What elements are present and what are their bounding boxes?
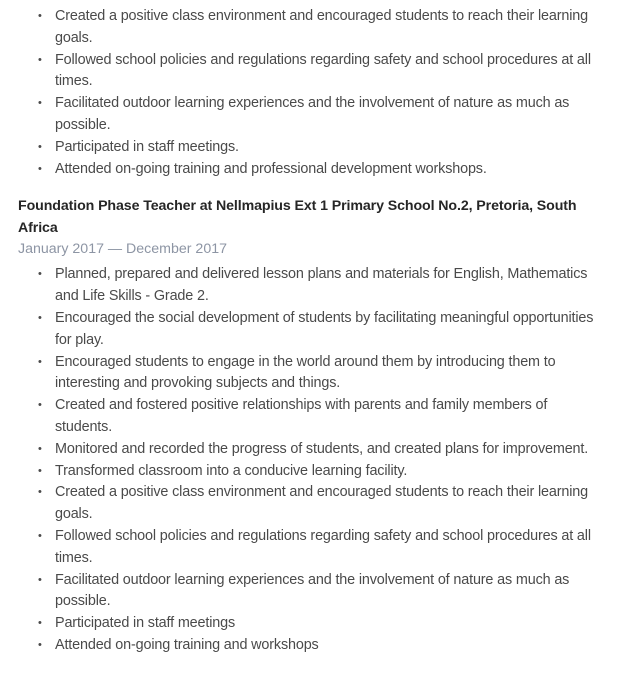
bullet-icon: • bbox=[38, 355, 42, 368]
bullet-icon: • bbox=[38, 10, 42, 22]
previous-job-bullet-list bbox=[0, 6, 608, 180]
list-item bbox=[38, 352, 608, 396]
bullet-icon: • bbox=[38, 464, 42, 477]
list-item-text: Followed school policies and regulations regarding safety and school procedures at all times. bbox=[55, 51, 591, 90]
list-item bbox=[38, 439, 608, 461]
bullet-icon: • bbox=[38, 638, 42, 651]
list-item bbox=[38, 635, 608, 657]
list-item-text: Participated in staff meetings bbox=[55, 615, 236, 632]
bullet-icon: • bbox=[38, 617, 42, 630]
list-item-text: Attended on-going training and workshops bbox=[55, 636, 319, 653]
bullet-icon: • bbox=[38, 53, 42, 66]
bullet-icon: • bbox=[38, 529, 42, 542]
list-item bbox=[38, 482, 608, 526]
list-item bbox=[38, 526, 608, 570]
bullet-icon: • bbox=[38, 442, 42, 455]
list-item bbox=[38, 6, 608, 50]
job-entry bbox=[0, 195, 618, 656]
list-item bbox=[38, 395, 608, 439]
list-item-text: Encouraged the social development of students by facilitating meaningful opportunities for play. bbox=[55, 309, 594, 348]
resume-experience-section bbox=[0, 6, 643, 657]
list-item-text: Planned, prepared and delivered lesson plans and materials for English, Mathematics and Life Skills - Grade 2. bbox=[55, 266, 588, 305]
list-item-text: Created a positive class environment and encouraged students to reach their learning goals. bbox=[55, 8, 588, 46]
list-item-text: Encouraged students to engage in the world around them by introducing them to interesting and provoking subjects and things. bbox=[55, 353, 556, 392]
list-item-text: Transformed classroom into a conducive learning facility. bbox=[55, 462, 408, 479]
job-bullet-list bbox=[18, 264, 608, 656]
list-item-text: Facilitated outdoor learning experiences and the involvement of nature as much as possible. bbox=[55, 95, 570, 133]
bullet-icon: • bbox=[38, 573, 42, 586]
bullet-icon: • bbox=[38, 486, 42, 499]
list-item bbox=[38, 93, 608, 137]
bullet-icon: • bbox=[38, 97, 42, 110]
list-item bbox=[38, 613, 608, 635]
bullet-icon: • bbox=[38, 162, 42, 175]
list-item bbox=[38, 137, 608, 159]
list-item-text: Facilitated outdoor learning experiences and the involvement of nature as much as possible. bbox=[55, 571, 570, 610]
list-item bbox=[38, 50, 608, 94]
list-item-text: Monitored and recorded the progress of students, and created plans for improvement. bbox=[55, 440, 589, 457]
list-item-text: Participated in staff meetings. bbox=[55, 138, 239, 155]
list-item bbox=[38, 461, 608, 483]
job-dates: January 2017 — December 2017 bbox=[18, 241, 227, 258]
job-title: Foundation Phase Teacher at Nellmapius Ext 1 Primary School No.2, Pretoria, South Africa bbox=[18, 198, 577, 237]
list-item-text: Attended on-going training and professional development workshops. bbox=[55, 160, 487, 177]
list-item bbox=[38, 570, 608, 614]
bullet-icon: • bbox=[38, 399, 42, 412]
list-item bbox=[38, 308, 608, 352]
bullet-icon: • bbox=[38, 268, 42, 281]
list-item-text: Created and fostered positive relationships with parents and family members of students. bbox=[55, 397, 548, 435]
list-item-text: Followed school policies and regulations regarding safety and school procedures at all times. bbox=[55, 527, 591, 566]
bullet-icon: • bbox=[38, 140, 42, 153]
bullet-icon: • bbox=[38, 311, 42, 324]
list-item bbox=[38, 159, 608, 181]
list-item-text: Created a positive class environment and encouraged students to reach their learning goals. bbox=[55, 484, 588, 523]
list-item bbox=[38, 264, 608, 308]
